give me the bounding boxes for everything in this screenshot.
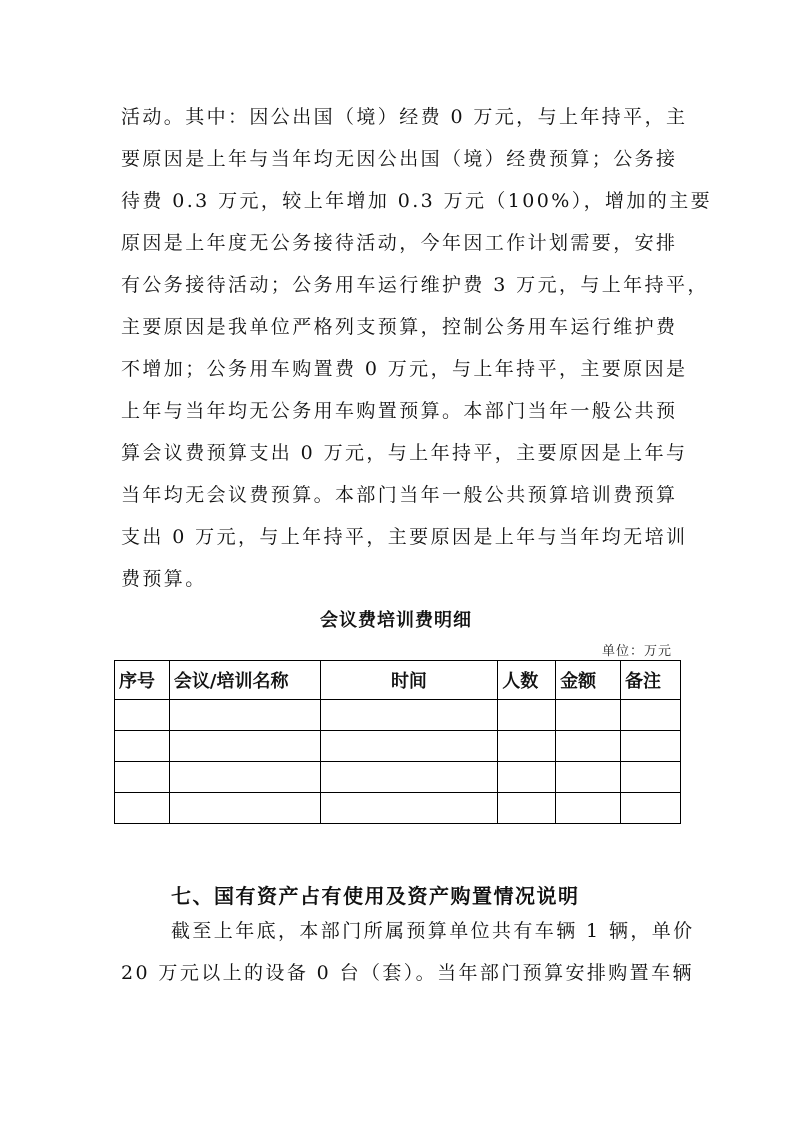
- paragraph-line: 原因是上年度无公务接待活动，今年因工作计划需要，安排: [121, 232, 678, 254]
- meeting-training-table: [114, 660, 681, 824]
- paragraph-line: 有公务接待活动；公务用车运行维护费 3 万元，与上年持平，: [121, 274, 709, 296]
- paragraph-line: 上年与当年均无公务用车购置预算。本部门当年一般公共预: [121, 400, 678, 422]
- table-cell: [115, 700, 170, 731]
- table-cell: [169, 793, 320, 824]
- table-cell: [498, 793, 556, 824]
- paragraph-line: 截至上年底，本部门所属预算单位共有车辆 1 辆，单价: [171, 920, 695, 942]
- column-header-remarks: 备注: [621, 661, 681, 700]
- column-header-amount: 金额: [556, 661, 621, 700]
- table-cell: [556, 762, 621, 793]
- table-cell: [621, 731, 681, 762]
- paragraph-line: 不增加；公务用车购置费 0 万元，与上年持平，主要原因是: [121, 358, 688, 380]
- table-cell: [320, 700, 498, 731]
- paragraph-line: 当年均无会议费预算。本部门当年一般公共预算培训费预算: [121, 484, 678, 506]
- table-row: [115, 762, 681, 793]
- table-cell: [556, 793, 621, 824]
- table-cell: [169, 731, 320, 762]
- table-cell: [320, 762, 498, 793]
- table-cell: [115, 762, 170, 793]
- table-cell: [621, 793, 681, 824]
- table-row: [115, 731, 681, 762]
- table-cell: [115, 731, 170, 762]
- table-cell: [320, 793, 498, 824]
- column-header-index: 序号: [115, 661, 170, 700]
- paragraph-line: 20 万元以上的设备 0 台（套）。当年部门预算安排购置车辆: [121, 962, 694, 984]
- paragraph-line: 费预算。: [121, 568, 207, 590]
- section-heading: 七、国有资产占有使用及资产购置情况说明: [171, 884, 580, 908]
- paragraph-line: 支出 0 万元，与上年持平，主要原因是上年与当年均无培训: [121, 526, 688, 548]
- table-cell: [621, 762, 681, 793]
- table-caption: 会议费培训费明细: [320, 610, 472, 631]
- table-cell: [169, 700, 320, 731]
- paragraph-line: 待费 0.3 万元，较上年增加 0.3 万元（100%），增加的主要: [121, 190, 713, 212]
- column-header-time: 时间: [320, 661, 498, 700]
- table-cell: [169, 762, 320, 793]
- table-cell: [115, 793, 170, 824]
- column-header-attendees: 人数: [498, 661, 556, 700]
- paragraph-line: 活动。其中：因公出国（境）经费 0 万元，与上年持平，主: [121, 106, 688, 128]
- column-header-name: 会议/培训名称: [169, 661, 320, 700]
- table-row: [115, 700, 681, 731]
- table-cell: [556, 700, 621, 731]
- table-header-row: [115, 661, 681, 700]
- table-unit-label: 单位：万元: [601, 644, 672, 659]
- table-cell: [498, 700, 556, 731]
- table-cell: [320, 731, 498, 762]
- paragraph-line: 主要原因是我单位严格列支预算，控制公务用车运行维护费: [121, 316, 678, 338]
- table-cell: [556, 731, 621, 762]
- table-row: [115, 793, 681, 824]
- table-cell: [498, 762, 556, 793]
- paragraph-line: 要原因是上年与当年均无因公出国（境）经费预算；公务接: [121, 148, 678, 170]
- table-cell: [621, 700, 681, 731]
- table-cell: [498, 731, 556, 762]
- paragraph-line: 算会议费预算支出 0 万元，与上年持平，主要原因是上年与: [121, 442, 688, 464]
